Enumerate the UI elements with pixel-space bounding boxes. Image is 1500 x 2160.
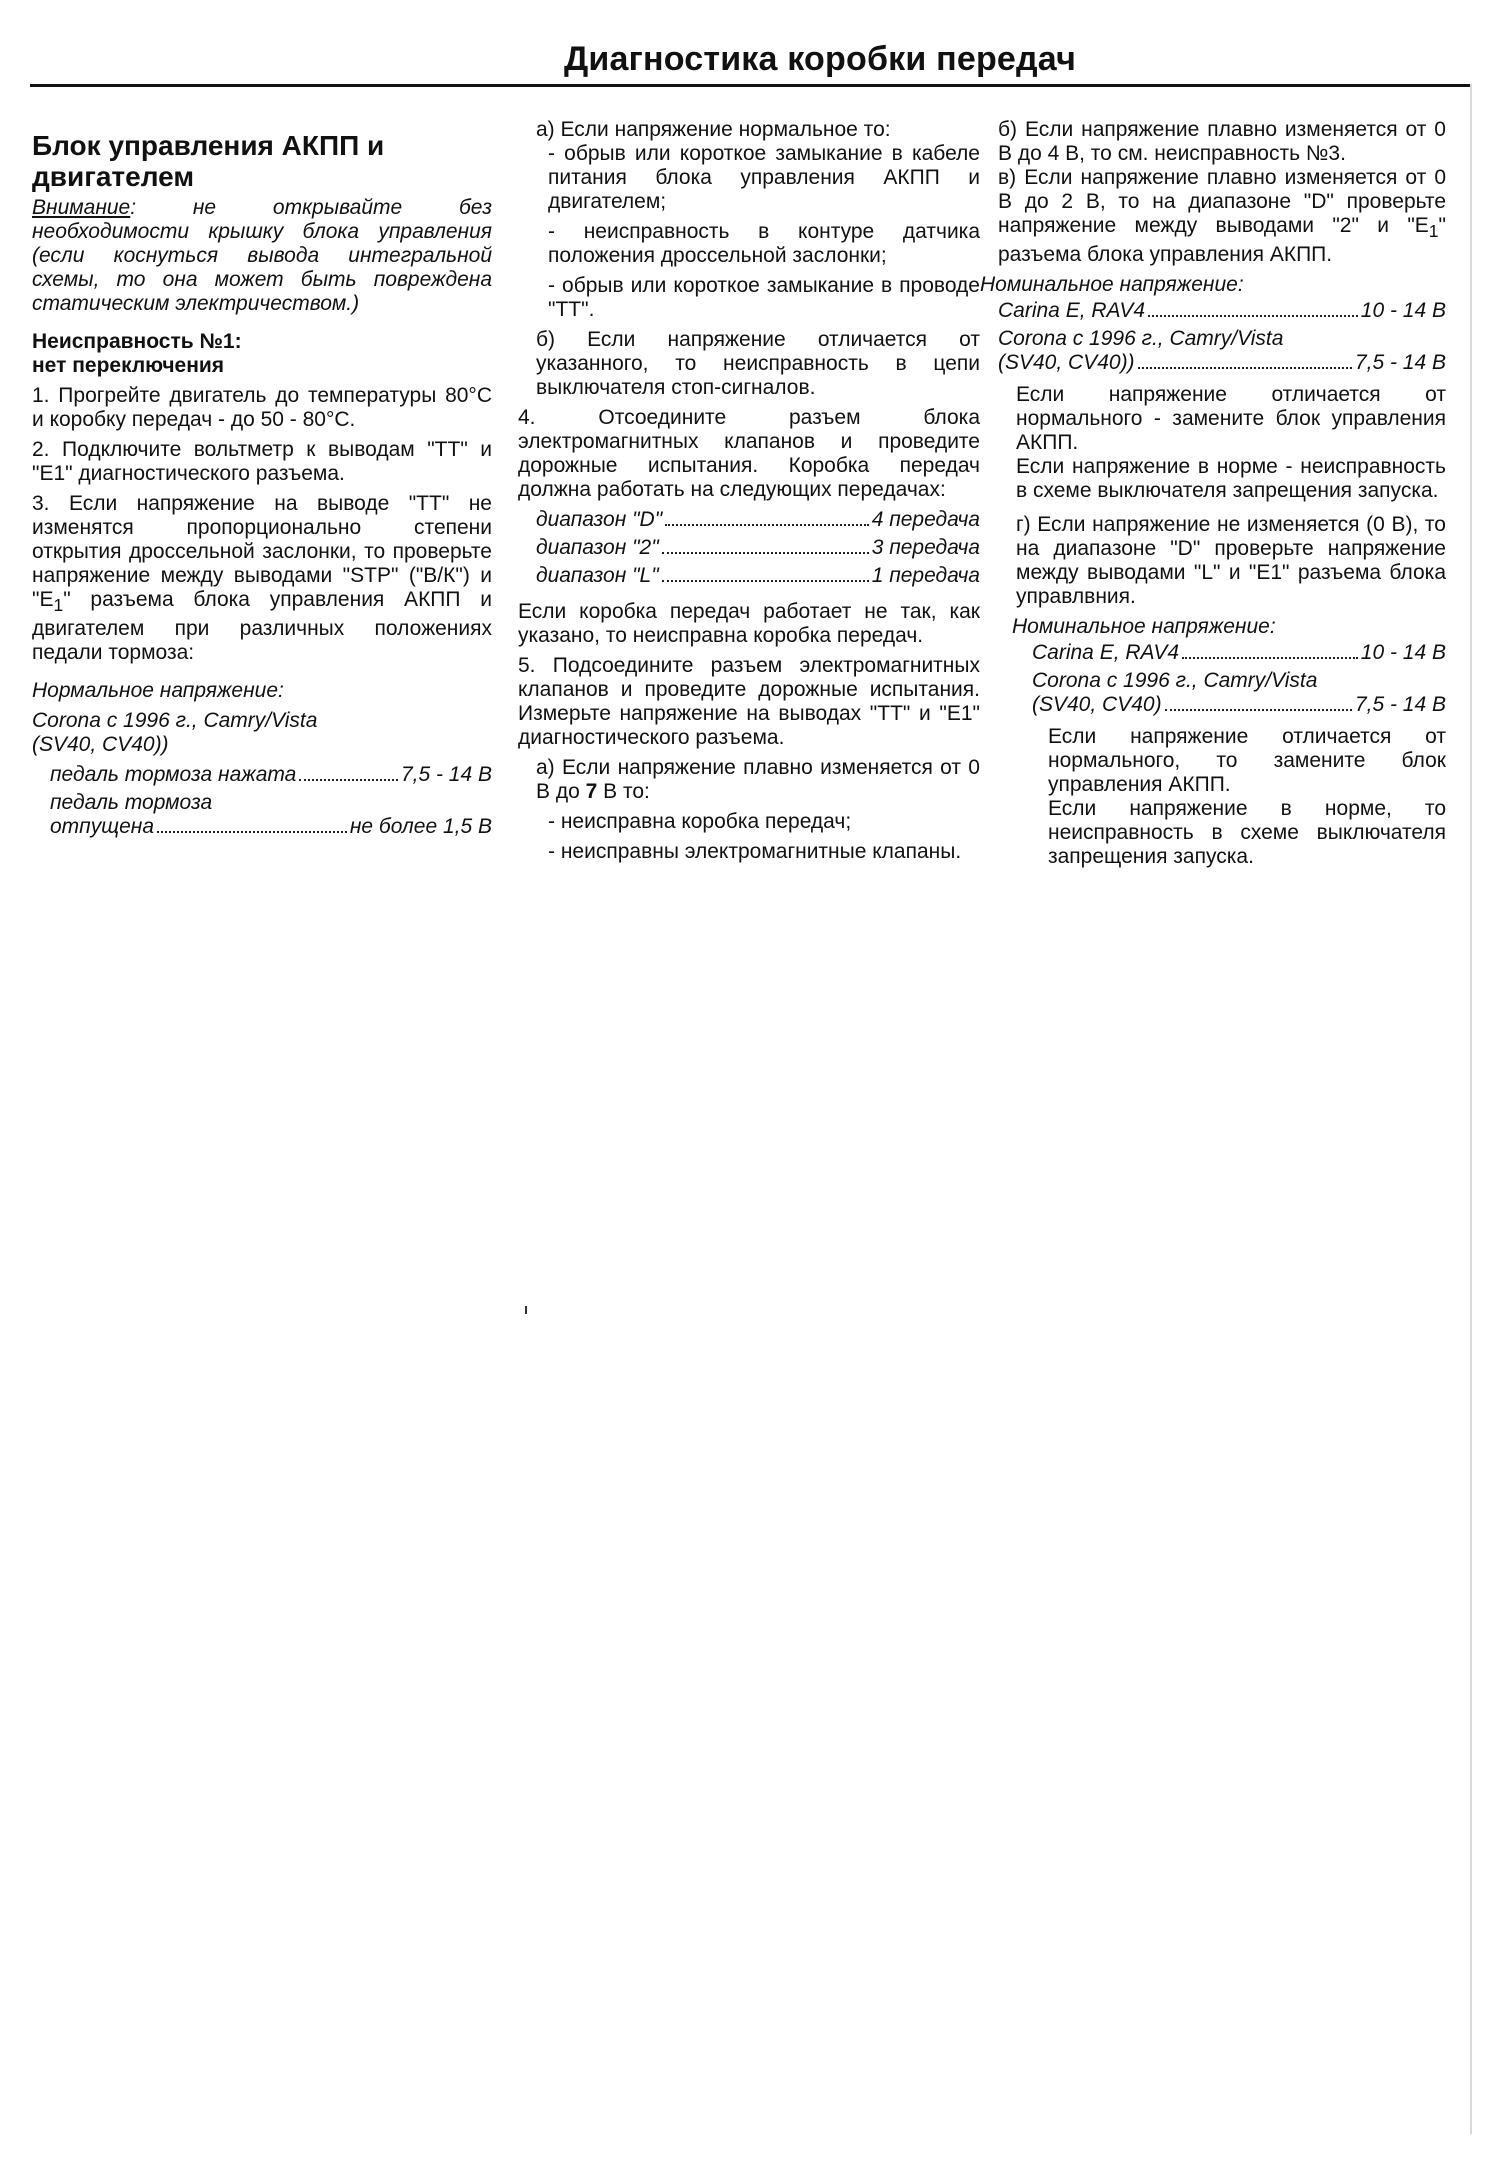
step-3-subscript: 1 — [53, 595, 64, 616]
leader-dots — [1165, 709, 1352, 711]
nominal-voltage-label-2: Номинальное напряжение: — [1012, 615, 1276, 639]
warning-text: : не открывайте без необходимости крышку блока управления (если коснуться вывода интегральной схемы, то она может быть повреждена статическим электричеством.) — [32, 196, 492, 315]
case-c-subscript: 1 — [1428, 221, 1439, 242]
column-2 — [518, 118, 980, 870]
corona-row-2 — [1032, 693, 1446, 717]
if-normal-2: Если напряжение в норме, то неисправность в схеме выключателя запрещения запуска. — [1048, 797, 1446, 869]
leader-dots — [665, 524, 869, 526]
range-label: диапазон "L" — [536, 564, 659, 587]
corona-value-2: 7,5 - 14 В — [1354, 693, 1446, 717]
model-line-2: (SV40, CV40)) — [32, 733, 169, 757]
step-5-item-1: - неисправна коробка передач; — [548, 810, 852, 833]
corona-line-1-2: Corona с 1996 г., Camry/Vista — [1032, 669, 1318, 693]
brake-pressed-row — [32, 763, 492, 787]
leader-dots — [157, 831, 347, 833]
leader-dots — [1182, 657, 1358, 659]
case-b-text: б) Если напряжение плавно изменяется от 0 В до 4 В, то см. неисправность №3. — [998, 118, 1446, 165]
case-a-item-1: - обрыв или короткое замыкание в кабеле питания блока управления АКПП и двигателем; — [548, 142, 980, 213]
leader-dots — [1138, 367, 1352, 369]
corona-row — [998, 351, 1446, 375]
range-value: 1 передача — [871, 564, 980, 587]
case-c-text-a: в) Если напряжение плавно изменяется от 0 В до 2 В, то на диапазоне "D" проверьте напряжение между выводами "2" и "Е — [998, 166, 1446, 237]
nominal-block-2 — [998, 615, 1446, 717]
corona-line-1: Corona с 1996 г., Camry/Vista — [998, 327, 1284, 351]
carina-label-2: Carina E, RAV4 — [1032, 641, 1180, 665]
carina-value-2: 10 - 14 В — [1360, 641, 1446, 665]
leader-dots — [299, 779, 398, 781]
fault-title: Неисправность №1: — [32, 330, 242, 353]
model-line-1: Corona с 1996 г., Camry/Vista — [32, 709, 318, 733]
fault-subtitle: нет переключения — [32, 354, 225, 377]
range-label: диапазон "D" — [536, 508, 663, 531]
leader-dots — [662, 552, 869, 554]
brake-pressed-value: 7,5 - 14 В — [400, 763, 492, 787]
carina-label: Carina E, RAV4 — [998, 299, 1146, 323]
carina-row — [998, 299, 1446, 323]
if-not-as-indicated: Если коробка передач работает не так, как указано, то неисправна коробка передач. — [518, 600, 980, 647]
page-header — [30, 40, 1470, 84]
section-heading: Блок управления АКПП и двигателем — [32, 130, 385, 192]
range-row — [536, 508, 980, 532]
step-5-case-a-bold: 7 — [585, 780, 598, 803]
case-a-item-3: - обрыв или короткое замыкание в проводе "ТТ". — [548, 274, 980, 321]
step-3 — [32, 492, 492, 665]
case-c-text — [998, 166, 1446, 267]
step-5-case-a — [518, 756, 980, 804]
column-3 — [980, 118, 1446, 875]
range-row — [536, 564, 980, 588]
scan-mark — [525, 1306, 527, 1314]
step-4: 4. Отсоедините разъем блока электромагнитных клапанов и проведите дорожные испытания. Коробка передач должна работать на следующих передачах: — [518, 406, 980, 501]
brake-released-row — [32, 815, 492, 839]
leader-dots — [1148, 315, 1358, 317]
brake-released-label-2: отпущена — [50, 815, 155, 839]
range-row — [536, 536, 980, 560]
nominal-voltage-label: Номинальное напряжение: — [980, 273, 1244, 297]
warning-paragraph — [32, 196, 492, 316]
header-rule — [30, 84, 1470, 87]
warning-label: Внимание — [32, 196, 131, 219]
range-label: диапазон "2" — [536, 536, 659, 559]
case-g-text: г) Если напряжение не изменяется (0 В), то на диапазоне "D" проверьте напряжение между выводами "L" и "Е1" разъема блока управлвния. — [1016, 513, 1446, 609]
step-5-item-2: - неисправны электромагнитные клапаны. — [548, 840, 962, 863]
if-differs: Если напряжение отличается от нормального - замените блок управления АКПП. — [1016, 383, 1446, 455]
range-value: 3 передача — [871, 536, 980, 559]
step-5-case-a-pre: а) Если напряжение плавно изменяется от 0 В до — [536, 756, 980, 803]
step-3-text-b: " разъема блока управления АКПП и двигателем при различных положениях педали тормоза: — [32, 588, 492, 665]
column-1 — [32, 130, 492, 843]
fault-heading — [32, 330, 492, 378]
leader-dots — [662, 580, 869, 582]
page-edge-rule — [1470, 84, 1472, 2134]
range-value: 4 передача — [871, 508, 980, 531]
carina-value: 10 - 14 В — [1360, 299, 1446, 323]
if-differs-2: Если напряжение отличается от нормального, то замените блок управления АКПП. — [1048, 725, 1446, 797]
page-title: Диагностика коробки передач — [563, 40, 1077, 78]
nominal-values-2 — [1012, 641, 1446, 717]
step-5: 5. Подсоедините разъем электромагнитных клапанов и проведите дорожные испытания. Измерьте напряжение на выводах "ТТ" и "Е1" диагностического разъема. — [518, 654, 980, 749]
step-1: 1. Прогрейте двигатель до температуры 80°С и коробку передач - до 50 - 80°С. — [32, 384, 492, 431]
corona-label-2: (SV40, CV40) — [1032, 693, 1162, 717]
step-5-case-a-post: В то: — [597, 780, 650, 803]
brake-released-value: не более 1,5 В — [349, 815, 492, 839]
brake-pressed-label: педаль тормоза нажата — [50, 763, 297, 787]
brake-released-label-1: педаль тормоза — [50, 791, 213, 815]
nominal-voltage-label: Нормальное напряжение: — [32, 679, 284, 703]
ranges-list — [518, 508, 980, 588]
case-a-item-2: - неисправность в контуре датчика положения дроссельной заслонки; — [548, 220, 980, 267]
corona-value: 7,5 - 14 В — [1354, 351, 1446, 375]
case-b-text: б) Если напряжение отличается от указанного, то неисправность в цепи выключателя стоп-сигналов. — [536, 328, 980, 399]
carina-row-2 — [1032, 641, 1446, 665]
corona-label: (SV40, CV40)) — [998, 351, 1135, 375]
step-2: 2. Подключите вольтметр к выводам "ТТ" и "Е1" диагностического разъема. — [32, 438, 492, 485]
step-3-text-a: 3. Если напряжение на выводе "ТТ" не изменятся пропорционально степени открытия дроссельной заслонки, то проверьте напряжение между выводами "STP" ("В/К") и "Е — [32, 492, 492, 611]
if-normal: Если напряжение в норме - неисправность в схеме выключателя запрещения запуска. — [1016, 455, 1446, 503]
case-a-intro: а) Если напряжение нормальное то: — [536, 118, 891, 141]
case-c-text-b: " разъема блока управления АКПП. — [998, 214, 1446, 267]
